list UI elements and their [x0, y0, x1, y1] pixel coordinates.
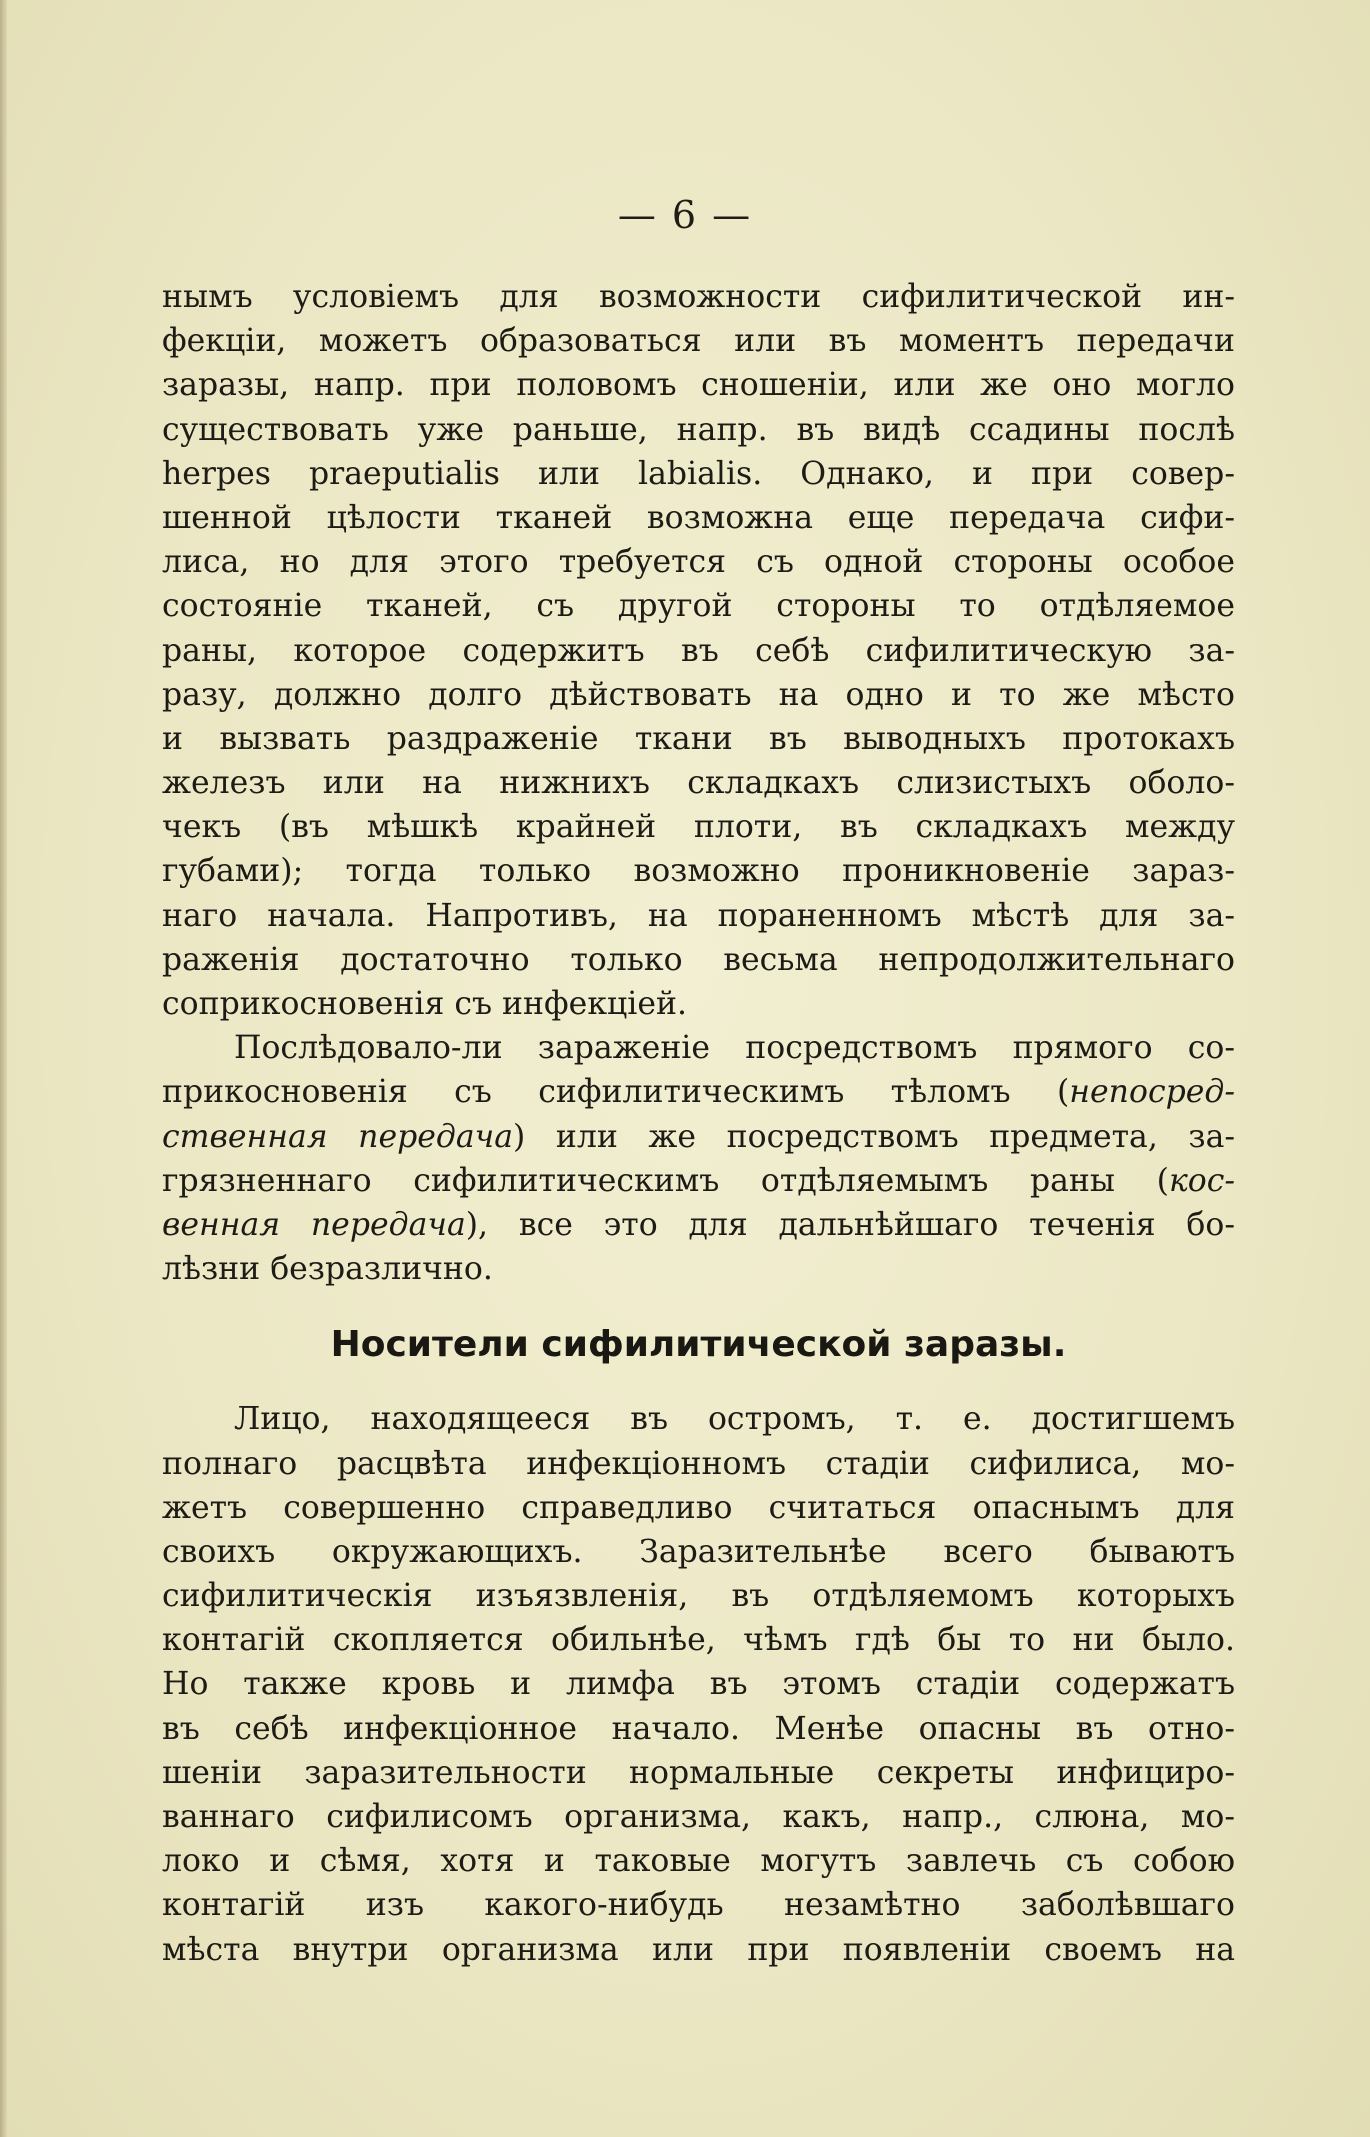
text-line: лиса, но для этого требуется съ одной стороны особое [162, 544, 1235, 581]
text-line: шеніи заразительности нормальные секреты инфициро- [162, 1754, 1235, 1791]
text-line: полнаго расцвѣта инфекціонномъ стадіи сифилиса, мо- [162, 1445, 1235, 1482]
italic-run: кос- [1168, 1162, 1235, 1199]
text-line: сифилитическія изъязвленія, въ отдѣляемомъ которыхъ [162, 1578, 1235, 1615]
paragraph-1 [162, 275, 1235, 1026]
italic-run: непосред- [1069, 1074, 1235, 1111]
text-line: соприкосновенія съ инфекціей. [162, 986, 687, 1022]
text-line: шенной цѣлости тканей возможна еще передача сифи- [162, 499, 1235, 536]
text-line: чекъ (въ мѣшкѣ крайней плоти, въ складкахъ между [162, 809, 1235, 846]
text-line: существовать уже раньше, напр. въ видѣ ссадины послѣ [162, 411, 1235, 448]
paragraph-3 [162, 1397, 1235, 1971]
text-line: herpes praeputialis или labialis. Однако, и при совер- [162, 455, 1235, 492]
text-line [162, 1070, 1235, 1114]
text-line: лѣзни безразлично. [162, 1251, 493, 1288]
paragraph-2 [162, 1026, 1235, 1291]
text-run: ) или же посредствомъ предмета, за- [513, 1118, 1235, 1155]
text-line: разу, должно долго дѣйствовать на одно и то же мѣсто [162, 676, 1235, 713]
text-line: своихъ окружающихъ. Заразительнѣе всего бываютъ [162, 1533, 1235, 1570]
text-line: ваннаго сифилисомъ организма, какъ, напр., слюна, мо- [162, 1799, 1235, 1835]
text-line: контагій изъ какого-нибудь незамѣтно заболѣвшаго [162, 1887, 1235, 1924]
text-line: контагій скопляется обильнѣе, чѣмъ гдѣ бы то ни было. [162, 1622, 1235, 1659]
text-run: ), все это для дальнѣйшаго теченія бо- [465, 1206, 1235, 1243]
text-line: Но также кровь и лимфа въ этомъ стадіи содержатъ [162, 1666, 1235, 1703]
text-line: раны, которое содержитъ въ себѣ сифилитическую за- [162, 632, 1235, 669]
text-run: прикосновенія съ сифилитическимъ тѣломъ ( [162, 1074, 1070, 1111]
text-line: нымъ условіемъ для возможности сифилитической ин- [162, 279, 1235, 315]
text-line [162, 1115, 1235, 1159]
text-line: и вызвать раздраженіе ткани въ выводныхъ протокахъ [162, 720, 1235, 757]
text-line [162, 1159, 1235, 1203]
page-number: — 6 — [617, 193, 753, 237]
text-line: наго начала. Напротивъ, на пораненномъ мѣстѣ для за- [162, 897, 1235, 934]
text-run: грязненнаго сифилитическимъ отдѣляемымъ раны ( [162, 1162, 1169, 1199]
page-text [162, 275, 1235, 1972]
text-line: Лицо, находящееся въ остромъ, т. е. достигшемъ [234, 1401, 1235, 1438]
section-heading: Носители сифилитической заразы. [330, 1324, 1067, 1366]
text-line: раженія достаточно только весьма непродолжительнаго [162, 941, 1235, 978]
text-line: жетъ совершенно справедливо считаться опаснымъ для [162, 1489, 1235, 1526]
italic-run: венная передача [162, 1206, 466, 1243]
text-line: локо и сѣмя, хотя и таковые могутъ завлечь съ собою [162, 1843, 1235, 1880]
italic-run: ственная передача [162, 1118, 514, 1155]
text-line: въ себѣ инфекціонное начало. Менѣе опасны въ отно- [162, 1710, 1235, 1747]
text-line: мѣста внутри организма или при появленіи своемъ на [162, 1931, 1235, 1968]
page-left-edge [0, 0, 7, 2137]
text-line: Послѣдовало-ли зараженіе посредствомъ прямого со- [234, 1030, 1235, 1067]
text-line: железъ или на нижнихъ складкахъ слизистыхъ оболо- [162, 765, 1235, 802]
text-line: заразы, напр. при половомъ сношеніи, или же оно могло [162, 367, 1235, 404]
text-line: губами); тогда только возможно проникновеніе зараз- [162, 853, 1235, 890]
text-line [162, 1203, 1235, 1247]
text-line: фекціи, можетъ образоваться или въ моментъ передачи [162, 323, 1235, 360]
text-line: состояніе тканей, съ другой стороны то отдѣляемое [162, 588, 1235, 625]
